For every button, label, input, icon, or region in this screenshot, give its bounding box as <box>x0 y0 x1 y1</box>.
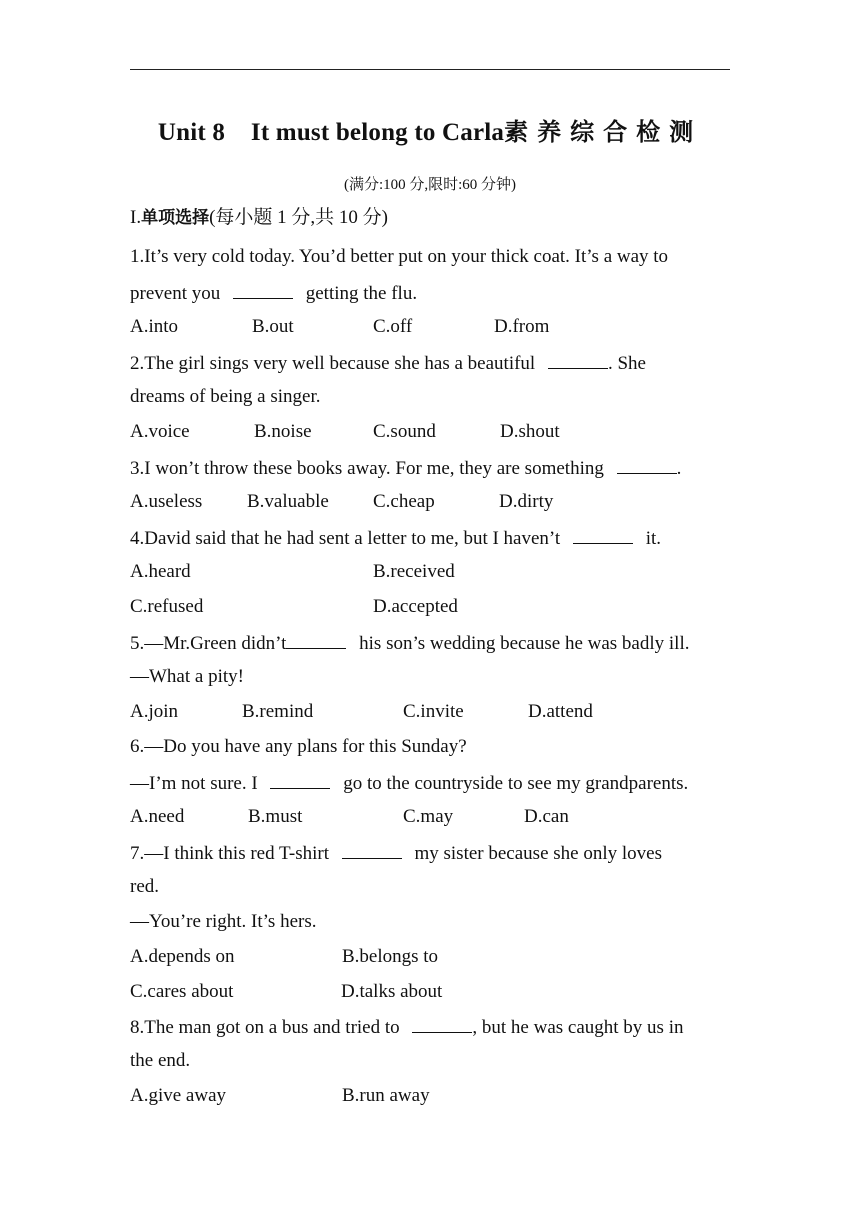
section-label: I. <box>130 207 142 228</box>
answer-blank[interactable] <box>286 630 346 649</box>
question-1-line-2 <box>130 280 417 306</box>
question-4-text-a: 4.David said that he had sent a letter to me, but I haven’t <box>130 528 561 549</box>
title-chinese: 素养综合检测 <box>504 118 703 146</box>
section-heading <box>130 206 388 230</box>
option-d[interactable]: D.shout <box>500 421 560 442</box>
answer-blank[interactable] <box>233 280 293 299</box>
question-1-line-1: 1.It’s very cold today. You’d better put on your thick coat. It’s a way to <box>130 246 669 267</box>
option-d[interactable]: D.talks about <box>341 981 443 1002</box>
question-8-line-1 <box>130 1014 683 1040</box>
question-8-text-a: 8.The man got on a bus and tried to <box>130 1017 400 1038</box>
option-b[interactable]: B.out <box>252 316 294 337</box>
answer-blank[interactable] <box>412 1014 472 1033</box>
option-b[interactable]: B.remind <box>242 701 314 722</box>
question-8-line-2: the end. <box>130 1050 191 1071</box>
option-c[interactable]: C.sound <box>373 421 436 442</box>
option-b[interactable]: B.belongs to <box>342 946 439 967</box>
option-a[interactable]: A.need <box>130 806 185 827</box>
question-3-text-a: 3.I won’t throw these books away. For me, they are something <box>130 458 604 479</box>
section-note: (每小题 1 分,共 10 分) <box>209 207 388 228</box>
option-a[interactable]: A.voice <box>130 421 190 442</box>
answer-blank[interactable] <box>270 770 330 789</box>
question-3-text-b: . <box>676 458 682 479</box>
question-7-line-1 <box>130 840 662 866</box>
page-title <box>0 112 860 147</box>
option-c[interactable]: C.may <box>403 806 454 827</box>
answer-blank[interactable] <box>548 350 608 369</box>
question-8-text-b: , but he was caught by us in <box>472 1017 684 1038</box>
option-d[interactable]: D.accepted <box>373 596 458 617</box>
question-2-line-1 <box>130 350 646 376</box>
question-1-text-b: getting the flu. <box>305 283 418 304</box>
subtitle-score-time: (满分:100 分,限时:60 分钟) <box>343 177 517 193</box>
question-6-text-b: go to the countryside to see my grandparents. <box>343 773 689 794</box>
question-7-line-2: red. <box>130 876 160 897</box>
option-a[interactable]: A.heard <box>130 561 191 582</box>
question-2-text-a: 2.The girl sings very well because she has a beautiful <box>130 353 536 374</box>
question-4-line-1 <box>130 525 661 551</box>
question-5-line-1 <box>130 630 689 656</box>
option-c[interactable]: C.cares about <box>130 981 234 1002</box>
question-5-text-a: 5.—Mr.Green didn’t <box>130 633 287 654</box>
option-d[interactable]: D.dirty <box>499 491 554 512</box>
option-d[interactable]: D.attend <box>528 701 593 722</box>
answer-blank[interactable] <box>573 525 633 544</box>
option-a[interactable]: A.depends on <box>130 946 235 967</box>
question-5-text-b: his son’s wedding because he was badly ill. <box>359 633 690 654</box>
option-a[interactable]: A.join <box>130 701 179 722</box>
option-b[interactable]: B.run away <box>342 1085 430 1106</box>
option-a[interactable]: A.useless <box>130 491 203 512</box>
option-c[interactable]: C.invite <box>403 701 464 722</box>
question-3-line-1 <box>130 455 681 481</box>
question-6-text-a: —I’m not sure. I <box>130 773 258 794</box>
header-rule <box>130 69 730 70</box>
question-6-line-1: 6.—Do you have any plans for this Sunday? <box>130 736 467 757</box>
question-6-line-2 <box>130 770 688 796</box>
option-c[interactable]: C.cheap <box>373 491 435 512</box>
option-b[interactable]: B.noise <box>254 421 312 442</box>
question-1-text-a: prevent you <box>130 283 221 304</box>
option-a[interactable]: A.give away <box>130 1085 227 1106</box>
question-7-line-3: —You’re right. It’s hers. <box>130 911 317 932</box>
section-name: 单项选择 <box>141 208 210 228</box>
title-english: Unit 8 It must belong to Carla <box>157 119 505 146</box>
option-b[interactable]: B.received <box>373 561 455 582</box>
option-a[interactable]: A.into <box>130 316 179 337</box>
answer-blank[interactable] <box>342 840 402 859</box>
option-d[interactable]: D.can <box>524 806 569 827</box>
answer-blank[interactable] <box>617 455 677 474</box>
question-4-text-b: it. <box>645 528 662 549</box>
option-b[interactable]: B.valuable <box>247 491 329 512</box>
question-7-text-b: my sister because she only loves <box>414 843 662 864</box>
option-d[interactable]: D.from <box>494 316 550 337</box>
question-2-text-b: . She <box>607 353 646 374</box>
option-c[interactable]: C.refused <box>130 596 204 617</box>
question-7-text-a: 7.—I think this red T-shirt <box>130 843 329 864</box>
question-2-line-2: dreams of being a singer. <box>130 386 321 407</box>
option-b[interactable]: B.must <box>248 806 303 827</box>
question-5-line-2: —What a pity! <box>130 666 244 687</box>
option-c[interactable]: C.off <box>373 316 413 337</box>
